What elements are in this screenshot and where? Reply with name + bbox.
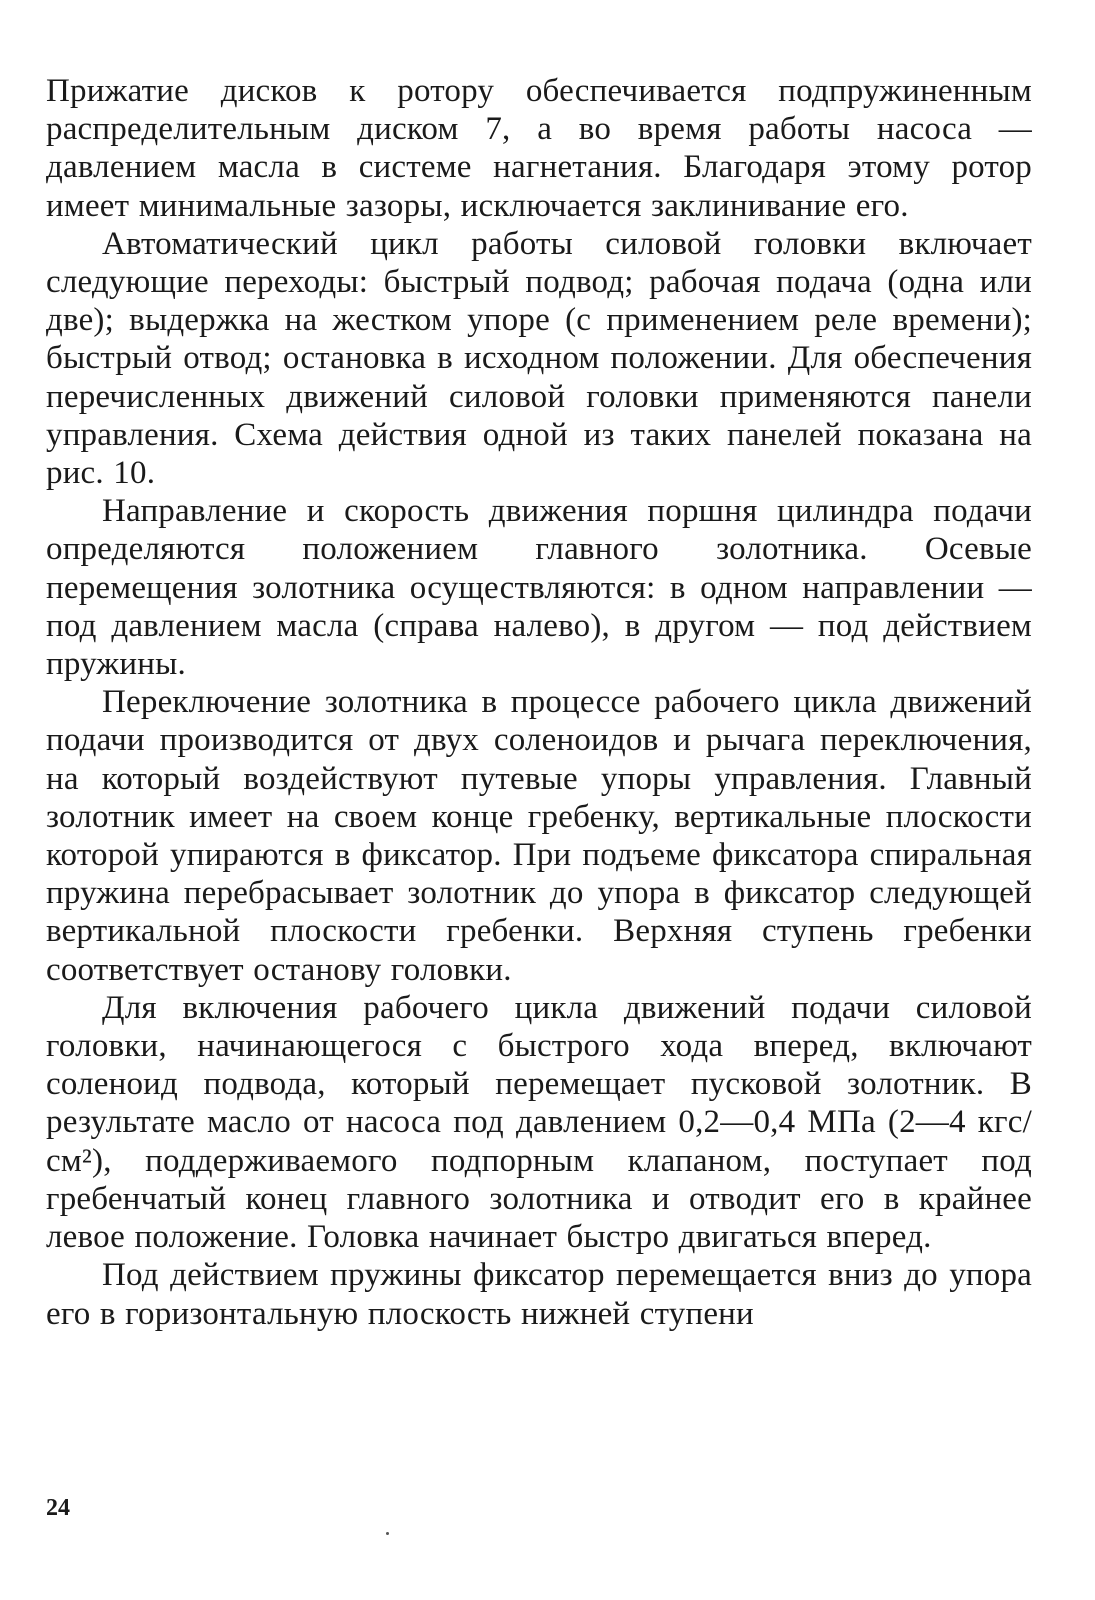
paragraph-4: Переключение золотника в процессе рабочего цикла движений подачи производится от двух соленоидов и рычага переключения, на который воздействуют путевые упоры управления. Главный золотник имеет на своем конце гребенку, вертикальные плоскости которой упираются в фиксатор. При подъеме фиксатора спиральная пружина перебрасывает золотник до упора в фиксатор следующей вертикальной плоскости гребенки. Верхняя ступень гребенки соответствует останову головки.: [46, 684, 1032, 988]
page-body: [46, 72, 1032, 1333]
paragraph-5: Для включения рабочего цикла движений подачи силовой головки, начинающегося с быстрого хода вперед, включают соленоид подвода, который перемещает пусковой золотник. В результате масло от насоса под давлением 0,2—0,4 МПа (2—4 кгс/см²), поддерживаемого подпорным клапаном, поступает под гребенчатый конец главного золотника и отводит его в крайнее левое положение. Головка начинает быстро двигаться вперед.: [46, 989, 1032, 1256]
page-number: 24: [46, 1495, 70, 1521]
paragraph-6: Под действием пружины фиксатор перемещается вниз до упора его в горизонтальную плоскость нижней ступени: [46, 1257, 1032, 1332]
paragraph-3: Направление и скорость движения поршня цилиндра подачи определяются положением главного золотника. Осевые перемещения золотника осуществляются: в одном направлении — под давлением масла (справа налево), в другом — под действием пружины.: [46, 493, 1032, 683]
paragraph-1: Прижатие дисков к ротору обеспечивается подпружиненным распределительным диском 7, а во время работы насоса — давлением масла в системе нагнетания. Благодаря этому ротор имеет минимальные зазоры, исключается заклинивание его.: [46, 73, 1032, 224]
print-speck: [386, 1532, 389, 1535]
paragraph-2: Автоматический цикл работы силовой головки включает следующие переходы: быстрый подвод; рабочая подача (одна или две); выдержка на жестком упоре (с применением реле времени); быстрый отвод; остановка в исходном положении. Для обеспечения перечисленных движений силовой головки применяются панели управления. Схема действия одной из таких панелей показана на рис. 10.: [46, 225, 1032, 492]
